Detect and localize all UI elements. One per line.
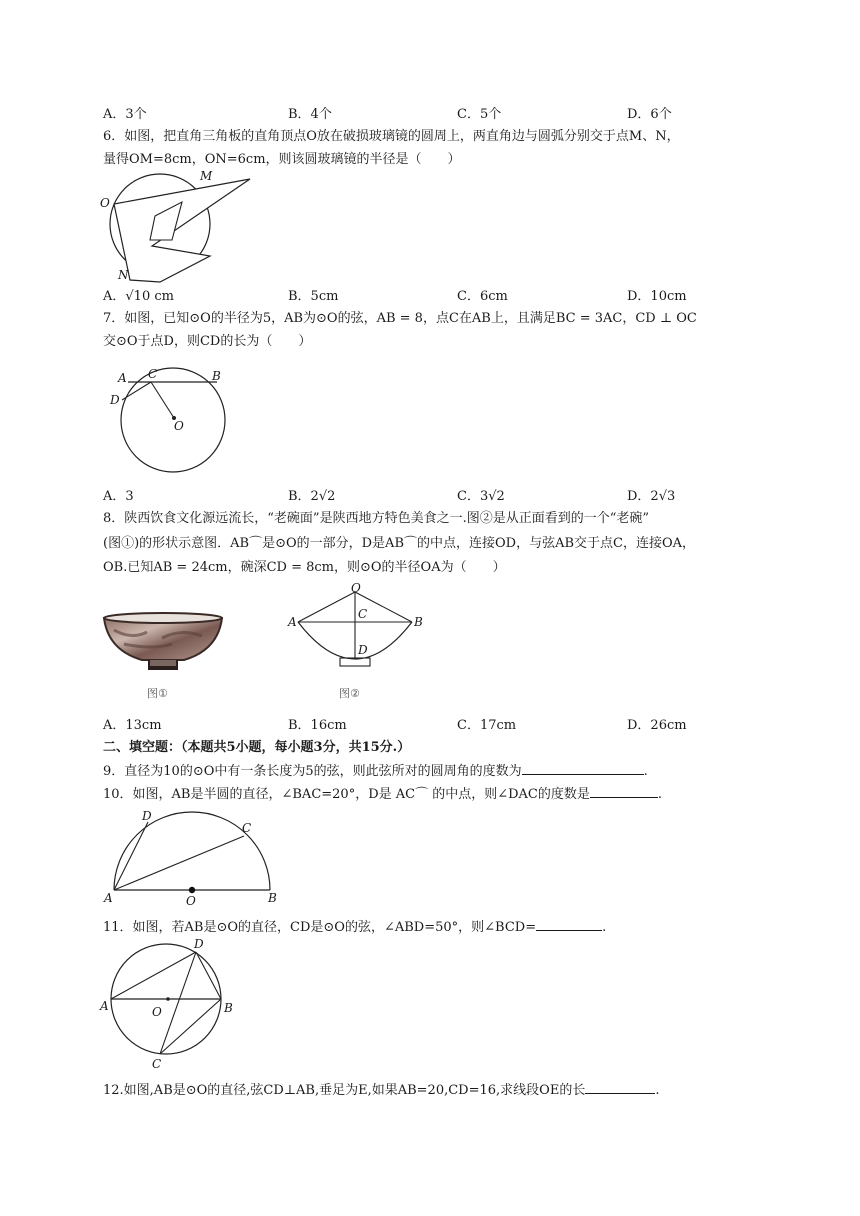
q11-stem [103, 918, 606, 937]
q8-option-a: A．13cm [103, 718, 162, 733]
q10-chord-ad [114, 822, 148, 890]
q11-label-a: A [100, 999, 109, 1013]
q7-segment-oc [151, 382, 174, 418]
q7-option-c: C．3√2 [457, 489, 505, 504]
q9-answer-blank[interactable] [522, 762, 644, 775]
q5-option-d: D．6个 [627, 107, 672, 122]
q7-option-a: A．3 [103, 489, 134, 504]
q7-stem-line2: 交⊙O于点D，则CD的长为（ ） [103, 334, 312, 349]
q5-option-c: C．5个 [457, 107, 502, 122]
q7-label-a: A [118, 371, 127, 385]
q11-label-d: D [194, 937, 204, 951]
q5-option-b: B．4个 [288, 107, 332, 122]
q10-stem [103, 785, 662, 804]
section2-title: 二、填空题：（本题共5小题，每小题3分，共15分.） [103, 740, 411, 755]
q11-chord-cd [160, 952, 196, 1054]
q7-label-c: C [148, 367, 158, 381]
q10-label-a: A [104, 891, 113, 905]
q12-stem [103, 1081, 659, 1100]
q8-label-d: D [358, 643, 368, 657]
q6-right-triangle [114, 179, 250, 282]
q7-circle [121, 368, 225, 472]
q6-option-c: C．6cm [457, 289, 508, 304]
q11-label-c: C [152, 1057, 162, 1071]
q11-end: . [602, 920, 607, 935]
q11-figure [100, 936, 240, 1070]
q10-figure [104, 806, 284, 906]
q12-end: . [655, 1083, 660, 1098]
q11-chord-bd [196, 952, 221, 999]
q6-stem-line2: 量得OM=8cm，ON=6cm，则该圆玻璃镜的半径是（ ） [103, 152, 461, 167]
q9-stem [103, 762, 648, 781]
q6-option-d: D．10cm [627, 289, 687, 304]
q10-text: 10．如图，AB是半圆的直径，∠BAC=20°，D是 AC⌒ 的中点，则∠DAC的度数是 [103, 787, 590, 802]
q8-label-b: B [414, 615, 423, 629]
q7-label-b: B [212, 369, 221, 383]
q11-label-o: O [152, 1005, 162, 1019]
q8-option-b: B．16cm [288, 718, 347, 733]
q11-center-dot [166, 997, 170, 1001]
q11-answer-blank[interactable] [536, 918, 602, 931]
q10-end: . [657, 787, 663, 802]
q10-chord-ac [114, 836, 244, 890]
q6-stem-line1: 6．如图，把直角三角板的直角顶点O放在破损玻璃镜的圆周上，两直角边与圆弧分别交于点M、N， [103, 129, 680, 144]
q8-option-d: D．26cm [627, 718, 687, 733]
q5-option-a: A．3个 [103, 107, 147, 122]
q6-label-o: O [100, 196, 110, 210]
q6-option-b: B．5cm [288, 289, 339, 304]
q9-text: 9．直径为10的⊙O中有一条长度为5的弦，则此弦所对的圆周角的度数为 [103, 764, 522, 779]
q7-option-b: B．2√2 [288, 489, 336, 504]
q10-label-b: B [268, 891, 277, 905]
q6-label-m: M [200, 169, 213, 183]
q6-option-a: A．√10 cm [103, 289, 174, 304]
q8-bowl-photo [102, 610, 224, 680]
q11-label-b: B [224, 1001, 233, 1015]
q8-stem-line1: 8．陕西饮食文化源远流长，“老碗面”是陕西地方特色美食之一.图②是从正面看到的一个“老碗” [103, 511, 649, 526]
q9-end: . [643, 764, 648, 779]
q10-label-c: C [242, 821, 252, 835]
q7-label-o: O [174, 419, 184, 433]
q11-chord-ad [111, 952, 196, 999]
q7-option-d: D．2√3 [627, 489, 676, 504]
q12-text: 12.如图,AB是⊙O的直径,弦CD⊥AB,垂足为E,如果AB=20,CD=16,求线段OE的长 [103, 1083, 586, 1098]
q6-figure [100, 168, 260, 286]
q8-option-c: C．17cm [457, 718, 517, 733]
q10-answer-blank[interactable] [590, 785, 658, 798]
q8-stem-line2: (图①)的形状示意图．AB⌒是⊙O的一部分，D是AB⌒的中点，连接OD，与弦AB交于点C，连接OA， [103, 536, 696, 551]
q10-label-o: O [186, 894, 196, 908]
q7-figure [106, 368, 236, 478]
q8-label-a: A [288, 615, 297, 629]
q8-fig1-caption: 图① [147, 687, 168, 700]
q6-label-n: N [118, 268, 129, 282]
q8-stem-line3: OB.已知AB = 24cm，碗深CD = 8cm，则⊙O的半径OA为（ ） [103, 560, 506, 575]
q8-bowl-diagram [284, 581, 434, 684]
q7-label-d: D [110, 393, 120, 407]
q10-label-d: D [142, 809, 152, 823]
q8-segment-oa [298, 592, 355, 622]
q11-text: 11．如图，若AB是⊙O的直径，CD是⊙O的弦，∠ABD=50°，则∠BCD= [103, 920, 537, 935]
q12-answer-blank[interactable] [585, 1081, 655, 1094]
q8-label-c: C [358, 607, 368, 621]
q7-stem-line1: 7．如图，已知⊙O的半径为5，AB为⊙O的弦，AB = 8，点C在AB上，且满足BC = 3AC，CD ⊥ OC [103, 311, 697, 326]
q8-label-o: O [351, 581, 361, 595]
q10-center-dot [189, 887, 195, 893]
q8-fig2-caption: 图② [339, 687, 360, 700]
